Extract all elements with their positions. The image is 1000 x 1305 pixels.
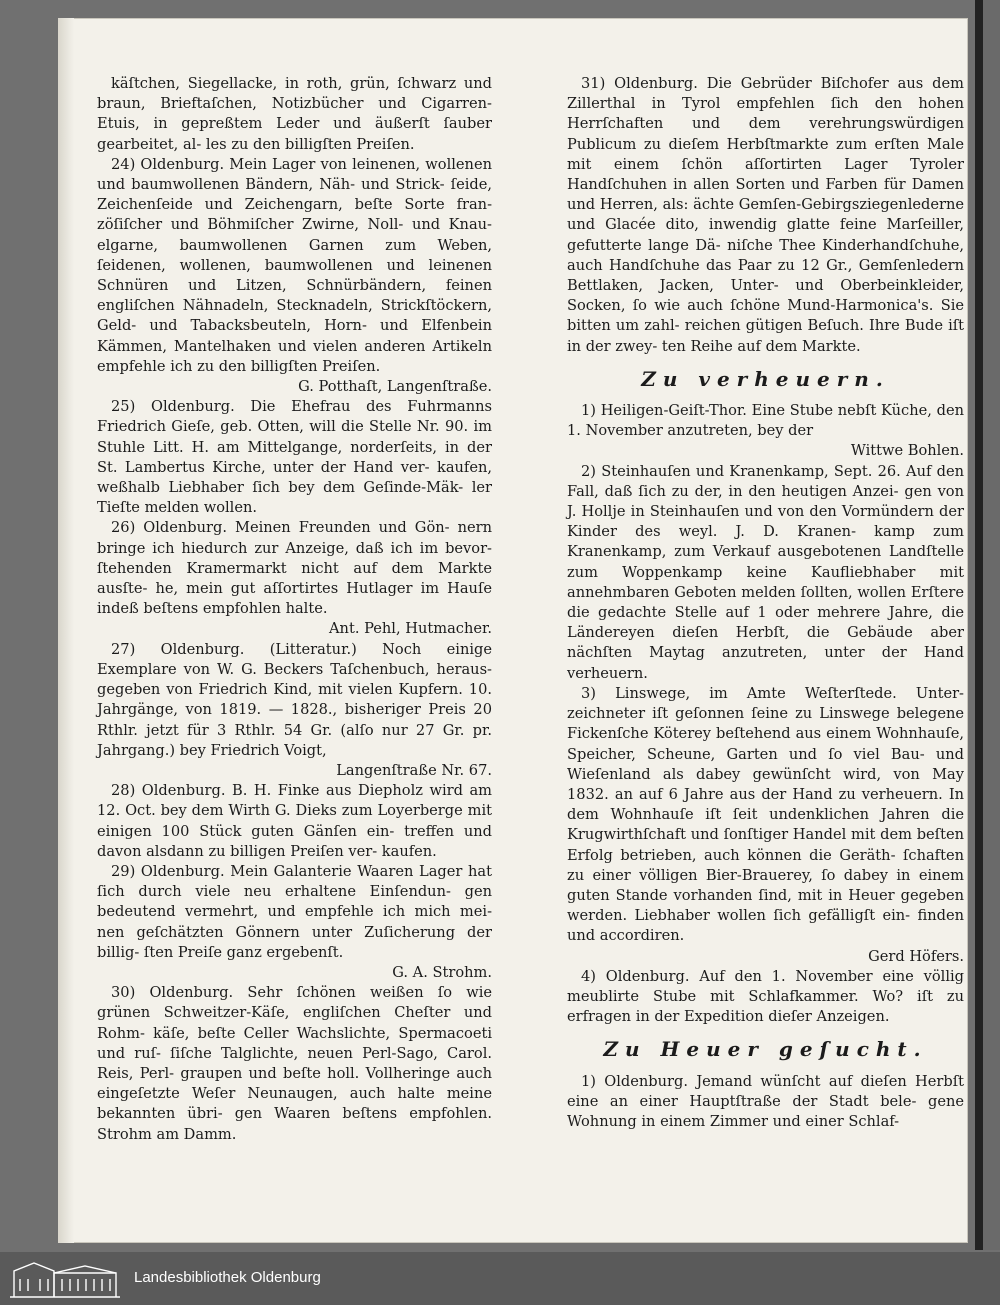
library-name: Landesbibliothek Oldenburg bbox=[134, 1269, 321, 1286]
advertiser-signature: Ant. Pehl, Hutmacher. bbox=[329, 620, 492, 638]
advertisement-text: 31) Oldenburg. Die Gebrüder Biſchofer aus dem Zillerthal in Tyrol empfehlen ſich den hohen Herrſchaften und dem verehrungswürdigen Publicum zu dieſem Herbſtmarkte zum erſten Male mit einem ſchön aſſortirten Lager Tyroler Handſchuhen in allen Sorten und Farben für Damen und Herren, als: ächte Gemſen-Gebirgsziegenlederne und Glacée dito, inwendig glatte feine Marſeiller, gefutterte lange Dä- niſche Thee Kinderhandſchuhe, auch Handſchuhe das Paar zu 12 Gr., Gemſenledern Bettlaken, Jacken, Unter- und Oberbeinkleider, Socken, ſo wie auch ſchöne Mund-Harmonica's. Sie bitten um zahl- reichen gütigen Beſuch. Ihre Bude iſt in der zwey- ten Reihe auf dem Markte. bbox=[567, 75, 964, 355]
advertisement-text: 2) Steinhauſen und Kranenkamp, Sept. 26. Auf den Fall, daß ſich zu der, in den heutigen Anzei- gen von J. Hollje in Steinhauſen und von den Vormündern der Kinder des weyl. J. D. Kranen- kamp zum Kranenkamp, zum Verkauf ausgebotenen Landſtelle zum Woppenkamp keine Kaufliebhaber mit annehmbaren Geboten melden ſollten, wollen Erſtere die gedachte Stelle auf 1 oder mehrere Jahre, die Ländereyen dieſen Herbſt, die Gebäude aber nächſten Maytag anzutreten, unter der Hand verheuern. bbox=[567, 462, 964, 682]
section-heading: Zu verheuern. bbox=[641, 366, 890, 391]
advertisement-text: 30) Oldenburg. Sehr ſchönen weißen ſo wie grünen Schweitzer-Käſe, engliſchen Cheſter und Rohm- käſe, beſte Celler Wachslichte, Spermacoeti und ruſ- ſiſche Talglichte, neuen Perl-Sago, Carol. Reis, Perl- graupen und beſte holl. Vollheringe auch eingeſetzte Weſer Neunaugen, auch halte meine bekannten übri- gen Waaren beſtens empfohlen. Strohm am Damm. bbox=[97, 984, 492, 1143]
advertiser-signature: G. A. Strohm. bbox=[392, 963, 492, 981]
advertisement-text: 26) Oldenburg. Meinen Freunden und Gön- nern bringe ich hiedurch zur Anzeige, daß ich im bevor- ſtehenden Kramermarkt nicht auf dem Markte ausſte- he, mein gut aſſortirtes Hutlager im Hauſe indeß beſtens empfohlen halte. bbox=[97, 519, 492, 618]
scan-border bbox=[975, 0, 1000, 1250]
advertisement-text: 4) Oldenburg. Auf den 1. November eine völlig meublirte Stube mit Schlafkammer. Wo? iſt zu erfragen in der Expedition dieſer Anzeigen. bbox=[567, 967, 964, 1026]
advertisement-text: 24) Oldenburg. Mein Lager von leinenen, wollenen und baumwollenen Bändern, Näh- und Strick- ſeide, Zeichenſeide und Zeichengarn, beſte Sorte fran- zöſiſcher und Böhmiſcher Zwirne, Noll- und Knau- elgarne, baumwollenen Garnen zum Weben, ſeidenen, wollenen, baumwollenen und leinenen Schnüren und Litzen, Schnürbändern, feinen engliſchen Nähnadeln, Stecknadeln, Strickſtöckern, Geld- und Tabacksbeuteln, Horn- und Elfenbein Kämmen, Mantelhaken und vielen anderen Artikeln empfehle ich zu den billigſten Preiſen. bbox=[97, 155, 492, 375]
right-column bbox=[567, 74, 964, 1132]
advertiser-signature: G. Potthaſt, Langenſtraße. bbox=[298, 378, 492, 396]
advertisement-text: 25) Oldenburg. Die Ehefrau des Fuhrmanns Friedrich Gieſe, geb. Otten, will die Stelle Nr. 90. im Stuhle Litt. H. am Mittelgange, norderſeits, in der St. Lambertus Kirche, unter der Hand ver- kaufen, weßhalb Liebhaber ſich bey dem Geſinde-Mäk- ler Tieſte melden wollen. bbox=[97, 398, 492, 517]
advertiser-signature: Gerd Höfers. bbox=[868, 947, 964, 965]
advertisement-text: 27) Oldenburg. (Litteratur.) Noch einige Exemplare von W. G. Beckers Taſchenbuch, heraus- gegeben von Friedrich Kind, mit vielen Kupfern. 10. Jahrgänge, von 1819. — 1828., bisheriger Preis 20 Rthlr. jetzt für 3 Rthlr. 54 Gr. (alſo nur 27 Gr. pr. Jahrgang.) bey Friedrich Voigt, bbox=[97, 640, 492, 759]
advertisement-text: 1) Oldenburg. Jemand wünſcht auf dieſen Herbſt eine an einer Hauptſtraße der Stadt bele- gene Wohnung in einem Zimmer und einer Schlaf- bbox=[567, 1072, 964, 1130]
left-column bbox=[97, 74, 492, 1145]
advertisement-text: 28) Oldenburg. B. H. Finke aus Diepholz wird am 12. Oct. bey dem Wirth G. Dieks zum Loyerberge mit einigen 100 Stück guten Gänſen ein- treffen und davon alsdann zu billigen Preiſen ver- kaufen. bbox=[97, 782, 492, 860]
advertisement-text: 1) Heiligen-Geiſt-Thor. Eine Stube nebſt Küche, den 1. November anzutreten, bey der bbox=[567, 402, 964, 440]
advertisement-text: käſtchen, Siegellacke, in roth, grün, ſchwarz und braun, Brieftaſchen, Notizbücher und Cigarren-Etuis, in gepreßtem Leder und äußerſt ſauber gearbeitet, al- les zu den billigſten Preiſen. bbox=[97, 75, 492, 153]
advertiser-signature: Langenſtraße Nr. 67. bbox=[336, 761, 492, 779]
library-building-logo-icon bbox=[6, 1257, 124, 1301]
footer-bar bbox=[0, 1252, 1000, 1305]
advertisement-text: 3) Linswege, im Amte Weſterſtede. Unter- zeichneter iſt geſonnen ſeine zu Linswege belegene Fickenſche Köterey beſtehend aus einem Wohnhauſe, Speicher, Scheune, Garten und ſo viel Bau- und Wieſenland als dabey gewünſcht wird, von May 1832. an auf 6 Jahre aus der Hand zu verheuern. In dem Wohnhauſe iſt ſeit undenklichen Jahren die Krugwirthſchaft und ſonſtiger Handel mit dem beſten Erfolg betrieben, auch können die Geräth- ſchaften zu einer völligen Bier-Brauerey, ſo dabey in einem guten Stande vorhanden ſind, mit in Heuer gegeben werden. Liebhaber wollen ſich gefälligſt ein- finden und accordiren. bbox=[567, 684, 964, 945]
section-heading: Zu Heuer geſucht. bbox=[603, 1037, 928, 1062]
advertisement-text: 29) Oldenburg. Mein Galanterie Waaren Lager hat ſich durch viele neu erhaltene Einſendun- gen bedeutend vermehrt, und empfehle ich mich mei- nen geſchätzten Gönnern unter Zuſicherung der billig- ſten Preiſe ganz ergebenſt. bbox=[97, 862, 492, 961]
advertiser-signature: Wittwe Bohlen. bbox=[850, 442, 964, 460]
